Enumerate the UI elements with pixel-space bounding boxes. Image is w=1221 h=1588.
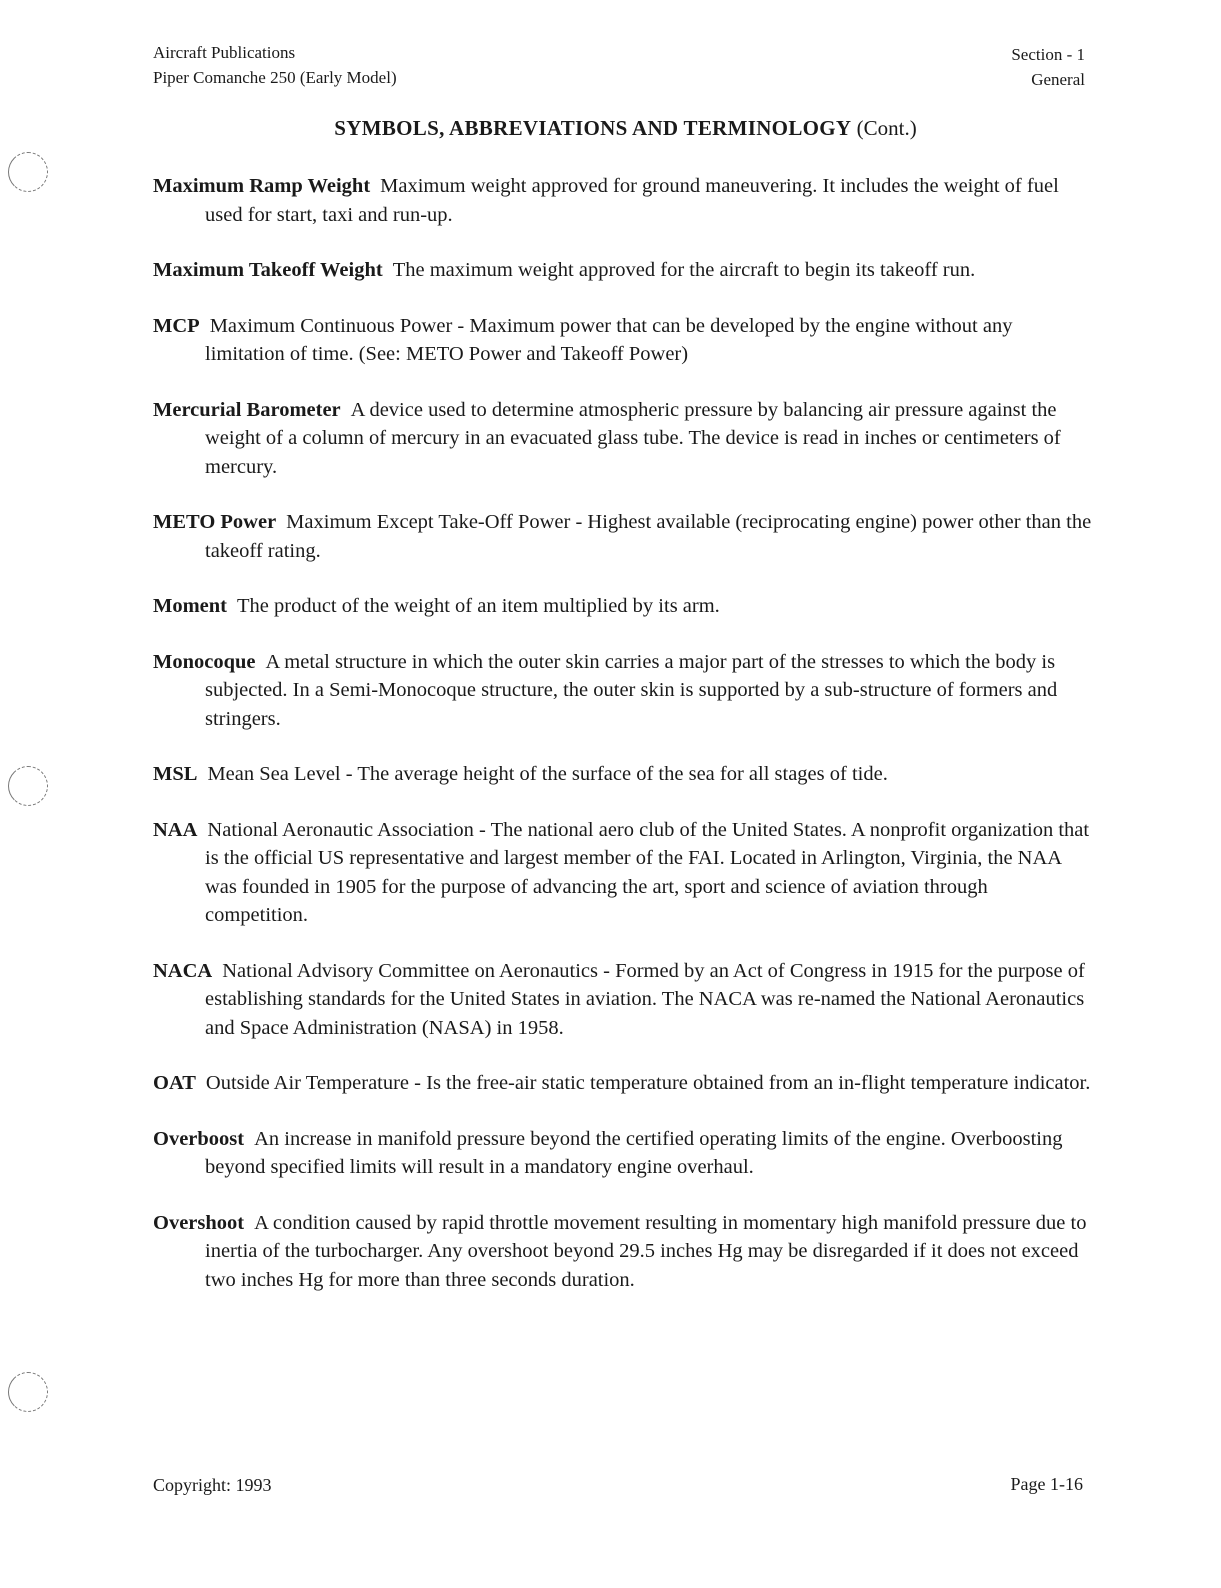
definition-item bbox=[153, 648, 1093, 734]
definition-text: A device used to determine atmospheric pressure by balancing air pressure against the weight of a column of mercury in an evacuated glass tube. The device is read in inches or centimeters of mercury. bbox=[205, 398, 1061, 478]
punch-hole-bottom bbox=[8, 1372, 48, 1412]
header-publisher: Aircraft Publications bbox=[153, 43, 296, 62]
definition-term: NAA bbox=[153, 818, 198, 841]
definition-term: Monocoque bbox=[153, 650, 256, 673]
definition-term: NACA bbox=[153, 959, 213, 982]
definition-text: Outside Air Temperature - Is the free-air static temperature obtained from an in-flight temperature indicator. bbox=[205, 1072, 1091, 1094]
definition-term: Moment bbox=[153, 595, 228, 617]
definition-item bbox=[153, 396, 1093, 482]
definition-item bbox=[153, 816, 1093, 930]
definition-text: National Aeronautic Association - The national aero club of the United States. A nonprofit organization that is the official US representative and largest member of the FAI. Located in Arlington, Virginia, the NAA was founded in 1905 for the purpose of advancing the art, sport and science of aviation through competition. bbox=[205, 818, 1090, 926]
header-model: Piper Comanche 250 (Early Model) bbox=[153, 68, 397, 87]
definition-item bbox=[153, 312, 1093, 369]
footer-page-number: Page 1-16 bbox=[1010, 1474, 1083, 1494]
definition-item bbox=[153, 592, 1093, 621]
definition-text: Maximum Continuous Power - Maximum power that can be developed by the engine without any limitation of time. (See: METO Power and Takeoff Power) bbox=[205, 314, 1013, 365]
definition-term: MSL bbox=[153, 763, 198, 785]
definition-term: OAT bbox=[153, 1072, 196, 1094]
definition-term: METO Power bbox=[153, 511, 277, 533]
definition-term: Maximum Takeoff Weight bbox=[153, 259, 383, 281]
definition-item bbox=[153, 957, 1093, 1043]
definition-text: A metal structure in which the outer skin carries a major part of the stresses to which the body is subjected. In a Semi-Monocoque structure, the outer skin is supported by a sub-structure of formers and stringers. bbox=[205, 650, 1058, 730]
definition-term: Maximum Ramp Weight bbox=[153, 175, 371, 197]
header-left bbox=[153, 40, 397, 90]
page-title-suffix: (Cont.) bbox=[856, 116, 917, 140]
header-right bbox=[1011, 42, 1085, 92]
definition-text: Maximum weight approved for ground maneuvering. It includes the weight of fuel used for start, taxi and run-up. bbox=[205, 175, 1059, 226]
page-title bbox=[0, 116, 1221, 141]
punch-hole-top bbox=[8, 152, 48, 192]
header-section: Section - 1 bbox=[1011, 45, 1085, 64]
definition-item bbox=[153, 1125, 1093, 1182]
punch-hole-middle bbox=[8, 766, 48, 806]
definition-item bbox=[153, 760, 1093, 789]
definition-text: Mean Sea Level - The average height of the surface of the sea for all stages of tide. bbox=[207, 763, 888, 785]
definition-text: Maximum Except Take-Off Power - Highest available (reciprocating engine) power other than the takeoff rating. bbox=[205, 511, 1092, 562]
definition-term: Overshoot bbox=[153, 1211, 245, 1234]
definition-item bbox=[153, 1209, 1093, 1295]
definition-item bbox=[153, 172, 1093, 229]
definition-term: Mercurial Barometer bbox=[153, 398, 341, 421]
definition-item bbox=[153, 256, 1093, 285]
definition-text: National Advisory Committee on Aeronautics - Formed by an Act of Congress in 1915 for the purpose of establishing standards for the United States in aviation. The NACA was re-named the National Aeronautics and Space Administration (NASA) in 1958. bbox=[205, 959, 1085, 1039]
footer-copyright: Copyright: 1993 bbox=[153, 1475, 272, 1495]
definition-item bbox=[153, 508, 1093, 565]
header-section-name: General bbox=[1031, 70, 1085, 89]
definition-text: A condition caused by rapid throttle movement resulting in momentary high manifold pressure due to inertia of the turbocharger. Any overshoot beyond 29.5 inches Hg may be disregarded if it does not exceed two inches Hg for more than three seconds duration. bbox=[205, 1211, 1087, 1291]
definition-text: The maximum weight approved for the aircraft to begin its takeoff run. bbox=[392, 259, 976, 281]
definition-list bbox=[153, 172, 1093, 1321]
definition-text: The product of the weight of an item multiplied by its arm. bbox=[237, 595, 720, 617]
page-title-main: SYMBOLS, ABBREVIATIONS AND TERMINOLOGY bbox=[334, 116, 852, 140]
definition-term: MCP bbox=[153, 314, 200, 337]
definition-item bbox=[153, 1069, 1093, 1098]
definition-term: Overboost bbox=[153, 1127, 245, 1150]
definition-text: An increase in manifold pressure beyond the certified operating limits of the engine. Overboosting beyond specified limits will result in a mandatory engine overhaul. bbox=[205, 1127, 1063, 1178]
